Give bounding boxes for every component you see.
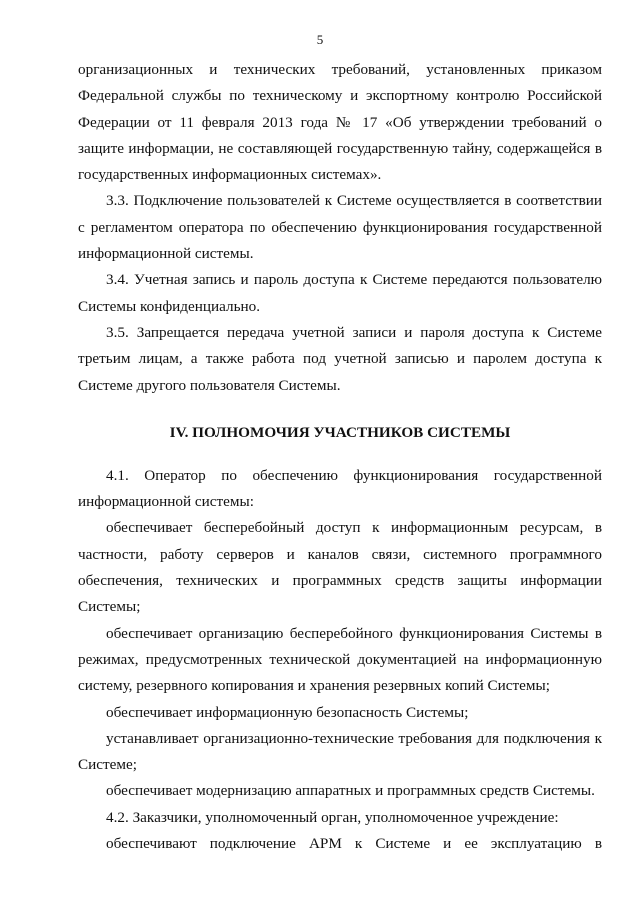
document-body: [78, 57, 602, 857]
paragraph-uninterrupted-operation: обеспечивает организацию бесперебойного функционирования Системы в режимах, предусмотренных технической документацией на информационную систему, резервного копирования и хранения резервных копий Системы;: [78, 624, 602, 695]
paragraph-requirements-continuation: организационных и технических требований, установленных приказом Федеральной службы по техническому и экспортному контролю Российской Федерации от 11 февраля 2013 года № 17 «Об утверждении требований о защите информации, не составляющей государственную тайну, содержащейся в государственных информационных системах».: [78, 61, 602, 184]
paragraph-3-4: 3.4. Учетная запись и пароль доступа к Системе передаются пользователю Системы конфиденциально.: [78, 271, 602, 315]
paragraph-3-3: 3.3. Подключение пользователей к Системе осуществляется в соответствии с регламентом оператора по обеспечению функционирования государственной информационной системы.: [78, 192, 602, 263]
paragraph-access-resources: обеспечивает бесперебойный доступ к информационным ресурсам, в частности, работу серверов и каналов связи, системного программного обеспечения, технических и программных средств защиты информации Системы;: [78, 519, 602, 616]
paragraph-3-5: 3.5. Запрещается передача учетной записи и пароля доступа к Системе третьим лицам, а также работа под учетной записью и паролем доступа к Системе другого пользователя Системы.: [78, 323, 602, 394]
paragraph-4-2: 4.2. Заказчики, уполномоченный орган, уполномоченное учреждение:: [106, 808, 559, 826]
paragraph-4-1: 4.1. Оператор по обеспечению функционирования государственной информационной системы:: [78, 466, 602, 511]
section-heading-iv: IV. ПОЛНОМОЧИЯ УЧАСТНИКОВ СИСТЕМЫ: [169, 423, 511, 441]
paragraph-arm-connection: обеспечивают подключение АРМ к Системе и ее эксплуатацию в: [106, 835, 602, 853]
paragraph-technical-requirements: устанавливает организационно-технические требования для подключения к Системе;: [78, 729, 602, 774]
paragraph-modernization: обеспечивает модернизацию аппаратных и программных средств Системы.: [106, 782, 595, 800]
paragraph-information-security: обеспечивает информационную безопасность Системы;: [106, 703, 469, 721]
page-number: 5: [316, 32, 324, 47]
